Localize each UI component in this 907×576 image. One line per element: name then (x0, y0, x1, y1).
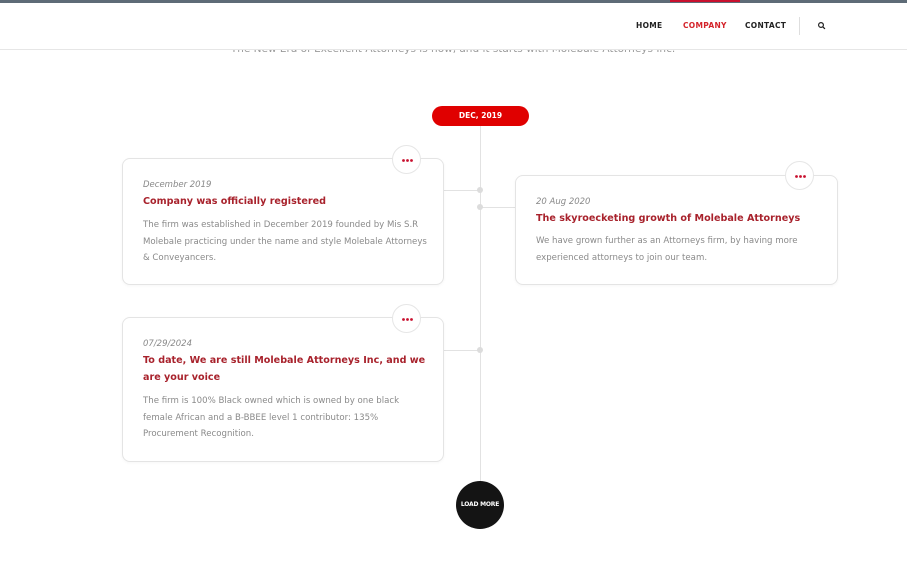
timeline-connector (444, 190, 480, 191)
timeline-axis (480, 126, 481, 484)
search-icon (815, 18, 829, 34)
timeline-event-card (122, 158, 444, 285)
nav-company[interactable]: COMPANY (683, 3, 727, 50)
event-description: The firm is 100% Black owned which is owned by one black female African and a B-BBEE level 1 contributor: 135% Procurement Recognition. (143, 396, 400, 440)
event-menu-button[interactable] (392, 304, 421, 333)
timeline-event-card (122, 317, 444, 462)
event-date: December 2019 (143, 180, 212, 190)
event-menu-button[interactable] (785, 161, 814, 190)
site-header (0, 3, 907, 50)
event-title: To date, We are still Molebale Attorneys Inc, and we are your voice (143, 355, 426, 383)
search-button[interactable] (815, 18, 829, 34)
nav-divider (799, 17, 800, 35)
event-menu-button[interactable] (392, 145, 421, 174)
nav-contact[interactable]: CONTACT (745, 21, 787, 30)
more-dots-icon (393, 146, 422, 175)
timeline-connector (444, 350, 480, 351)
event-description: We have grown further as an Attorneys firm, by having more experienced attorneys to join our team. (536, 236, 798, 263)
more-dots-icon (786, 162, 815, 191)
timeline-connector (481, 207, 516, 208)
more-dots-icon (393, 305, 422, 334)
event-description: The firm was established in December 2019 founded by Mis S.R Molebale practicing under the name and style Molebale Attorneys & Conveyancers. (143, 220, 427, 264)
event-title: Company was officially registered (143, 196, 326, 207)
timeline-period-badge: DEC, 2019 (432, 106, 529, 126)
timeline-dot (477, 187, 483, 193)
event-date: 07/29/2024 (143, 339, 192, 349)
timeline-dot (477, 347, 483, 353)
event-date: 20 Aug 2020 (536, 197, 591, 207)
timeline-event-card (515, 175, 838, 285)
nav-home[interactable]: HOME (636, 21, 663, 30)
event-title: The skyroecketing growth of Molebale Attorneys (536, 213, 801, 224)
load-more-button[interactable]: LOAD MORE (456, 481, 504, 529)
timeline-dot (477, 204, 483, 210)
